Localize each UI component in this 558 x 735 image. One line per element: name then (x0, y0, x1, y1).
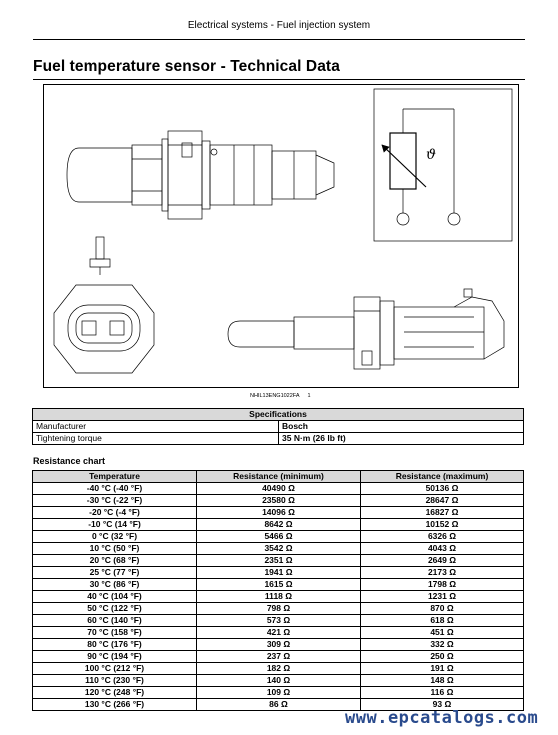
table-row (33, 555, 524, 567)
resistance-min-cell: 5466 Ω (197, 531, 361, 543)
specifications-table (32, 408, 524, 445)
table-row (33, 567, 524, 579)
sensor-technical-drawing (43, 84, 519, 388)
resistance-min-cell: 421 Ω (197, 627, 361, 639)
specifications-heading: Specifications (33, 409, 524, 421)
svg-text:ϑ: ϑ (426, 147, 437, 163)
resistance-max-cell: 148 Ω (361, 675, 524, 687)
table-row (33, 603, 524, 615)
resistance-min-cell: 40490 Ω (197, 483, 361, 495)
temperature-cell: 40 °C (104 °F) (33, 591, 197, 603)
sensor-section-view (228, 289, 504, 369)
resistance-min-cell: 8642 Ω (197, 519, 361, 531)
resistance-min-cell: 109 Ω (197, 687, 361, 699)
temperature-cell: 0 °C (32 °F) (33, 531, 197, 543)
resistance-max-cell: 2649 Ω (361, 555, 524, 567)
sensor-side-view (67, 131, 334, 219)
table-row (33, 507, 524, 519)
temperature-cell: 60 °C (140 °F) (33, 615, 197, 627)
page-title: Fuel temperature sensor - Technical Data (33, 58, 340, 75)
resistance-table (32, 470, 524, 711)
resistance-max-cell: 870 Ω (361, 603, 524, 615)
column-header: Temperature (33, 471, 197, 483)
temperature-cell: -30 °C (-22 °F) (33, 495, 197, 507)
resistance-min-cell: 309 Ω (197, 639, 361, 651)
resistance-max-cell: 332 Ω (361, 639, 524, 651)
spec-value: 35 N·m (26 lb ft) (279, 433, 524, 445)
resistance-min-cell: 182 Ω (197, 663, 361, 675)
table-row (33, 543, 524, 555)
temperature-cell: 130 °C (266 °F) (33, 699, 197, 711)
resistance-min-cell: 1615 Ω (197, 579, 361, 591)
resistance-min-cell: 2351 Ω (197, 555, 361, 567)
temperature-cell: -20 °C (-4 °F) (33, 507, 197, 519)
table-row (33, 591, 524, 603)
resistance-min-cell: 86 Ω (197, 699, 361, 711)
resistance-max-cell: 4043 Ω (361, 543, 524, 555)
resistance-max-cell: 191 Ω (361, 663, 524, 675)
column-header: Resistance (minimum) (197, 471, 361, 483)
resistance-max-cell: 16827 Ω (361, 507, 524, 519)
temperature-cell: -40 °C (-40 °F) (33, 483, 197, 495)
table-row (33, 433, 524, 445)
temperature-cell: 90 °C (194 °F) (33, 651, 197, 663)
temperature-cell: 25 °C (77 °F) (33, 567, 197, 579)
resistance-min-cell: 237 Ω (197, 651, 361, 663)
table-row (33, 675, 524, 687)
table-row (33, 663, 524, 675)
table-row (33, 519, 524, 531)
resistance-max-cell: 618 Ω (361, 615, 524, 627)
table-row (33, 687, 524, 699)
figure-reference: NHIL13ENG1022FA (250, 393, 300, 399)
resistance-min-cell: 798 Ω (197, 603, 361, 615)
resistance-max-cell: 1798 Ω (361, 579, 524, 591)
sensor-end-view (54, 285, 154, 373)
resistance-max-cell: 10152 Ω (361, 519, 524, 531)
table-row (33, 639, 524, 651)
temperature-cell: 80 °C (176 °F) (33, 639, 197, 651)
resistance-min-cell: 14096 Ω (197, 507, 361, 519)
table-row (33, 651, 524, 663)
temperature-cell: 100 °C (212 °F) (33, 663, 197, 675)
resistance-min-cell: 3542 Ω (197, 543, 361, 555)
table-row (33, 615, 524, 627)
table-row (33, 627, 524, 639)
resistance-max-cell: 50136 Ω (361, 483, 524, 495)
resistance-max-cell: 116 Ω (361, 687, 524, 699)
resistance-max-cell: 6326 Ω (361, 531, 524, 543)
resistance-table-body (33, 483, 524, 711)
resistance-max-cell: 250 Ω (361, 651, 524, 663)
temperature-cell: 30 °C (86 °F) (33, 579, 197, 591)
resistance-max-cell: 28647 Ω (361, 495, 524, 507)
resistance-min-cell: 1118 Ω (197, 591, 361, 603)
resistance-min-cell: 573 Ω (197, 615, 361, 627)
temperature-cell: -10 °C (14 °F) (33, 519, 197, 531)
spec-value: Bosch (279, 421, 524, 433)
resistance-chart-label: Resistance chart (33, 456, 106, 466)
table-header-row (33, 409, 524, 421)
resistance-max-cell: 1231 Ω (361, 591, 524, 603)
table-row (33, 531, 524, 543)
table-row (33, 495, 524, 507)
table-header-row (33, 471, 524, 483)
temperature-cell: 110 °C (230 °F) (33, 675, 197, 687)
running-header: Electrical systems - Fuel injection system (187, 20, 371, 31)
resistance-min-cell: 140 Ω (197, 675, 361, 687)
temperature-cell: 10 °C (50 °F) (33, 543, 197, 555)
ntc-resistor-schematic (374, 89, 512, 241)
temperature-cell: 50 °C (122 °F) (33, 603, 197, 615)
table-row (33, 483, 524, 495)
resistance-max-cell: 93 Ω (361, 699, 524, 711)
temperature-cell: 20 °C (68 °F) (33, 555, 197, 567)
table-row (33, 421, 524, 433)
temperature-cell: 70 °C (158 °F) (33, 627, 197, 639)
header-rule (33, 39, 525, 40)
resistance-min-cell: 23580 Ω (197, 495, 361, 507)
pin-detail (90, 237, 110, 275)
column-header: Resistance (maximum) (361, 471, 524, 483)
resistance-max-cell: 2173 Ω (361, 567, 524, 579)
resistance-max-cell: 451 Ω (361, 627, 524, 639)
figure-caption (250, 393, 311, 399)
spec-label: Manufacturer (33, 421, 279, 433)
figure-number: 1 (307, 393, 311, 399)
temperature-cell: 120 °C (248 °F) (33, 687, 197, 699)
watermark: www.epcatalogs.com (345, 708, 539, 728)
resistance-min-cell: 1941 Ω (197, 567, 361, 579)
table-row (33, 579, 524, 591)
title-rule (33, 79, 525, 80)
spec-label: Tightening torque (33, 433, 279, 445)
